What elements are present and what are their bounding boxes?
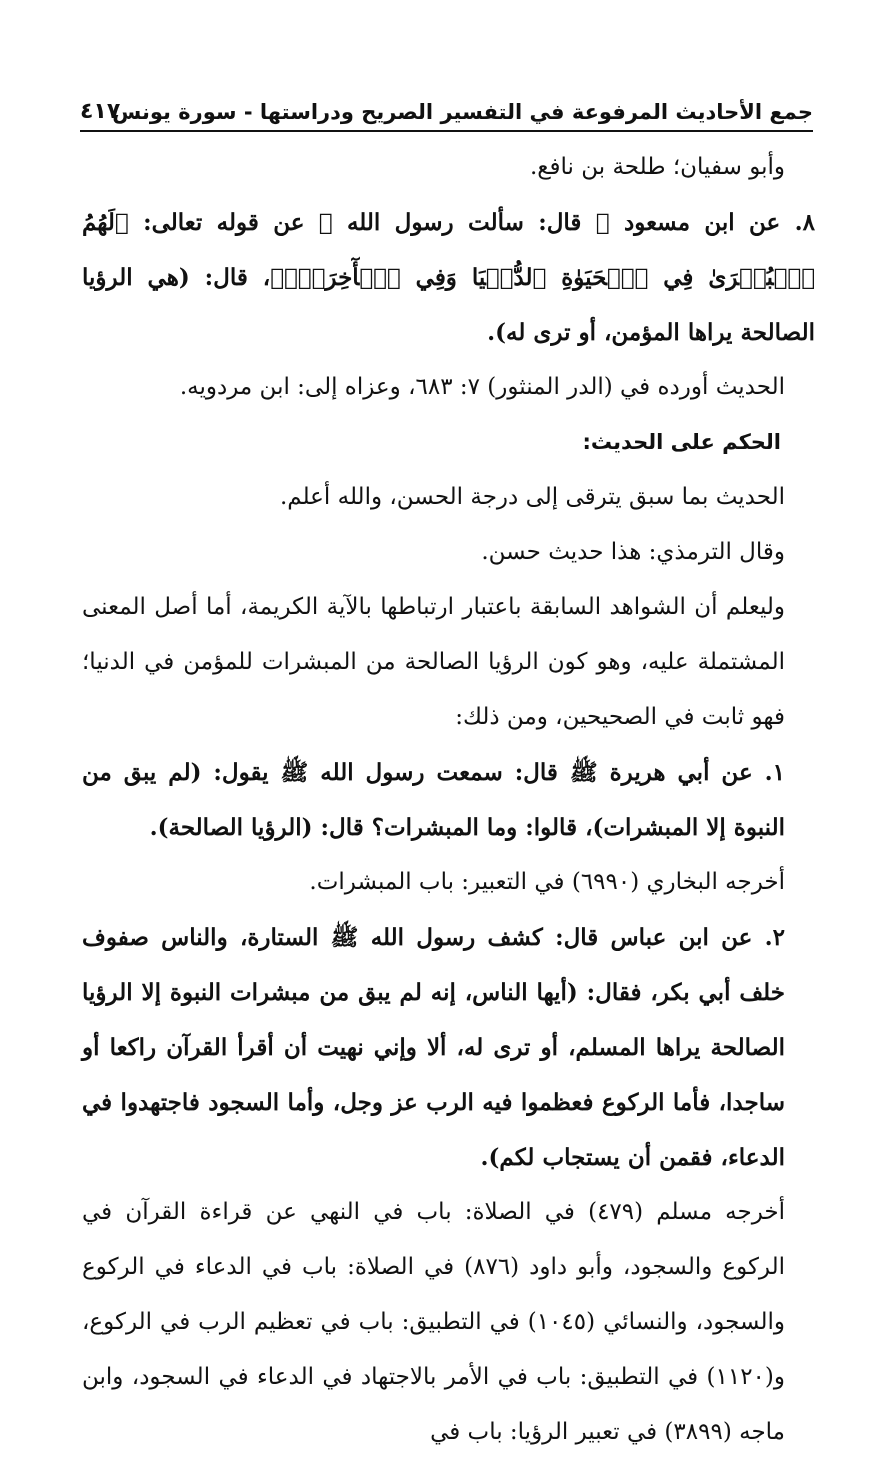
page-number: ٤١٧ [80,99,121,124]
paragraph-explanation: وليعلم أن الشواهد السابقة باعتبار ارتباطها بالآية الكريمة، أما أصل المعنى المشتملة عليه، وهو كون الرؤيا الصالحة من المبشرات للمؤمن في الدنيا؛ فهو ثابت في الصحيحين، ومن ذلك: [82,594,785,730]
source-note: الحديث أورده في (الدر المنثور) ٧: ٦٨٣، وعزاه إلى: ابن مردويه. [179,374,785,400]
paragraph-narrator: وأبو سفيان؛ طلحة بن نافع. [529,154,785,180]
bukhari-note: أخرجه البخاري (٦٩٩٠) في التعبير: باب المبشرات. [309,869,785,895]
running-header [80,96,813,132]
hadith-1: ١. عن أبي هريرة ﷺ قال: سمعت رسول الله ﷺ يقول: (لم يبق من النبوة إلا المبشرات)، قالوا: وما المبشرات؟ قال: (الرؤيا الصالحة). [82,759,785,841]
page-body [82,140,815,1460]
hadith-2: ٢. عن ابن عباس قال: كشف رسول الله ﷺ الستارة، والناس صفوف خلف أبي بكر، فقال: (أيها الناس، إنه لم يبق من مبشرات النبوة إلا الرؤيا الصالحة يراها المسلم، أو ترى له، ألا وإني نهيت أن أقرأ القرآن راكعا أو ساجدا، فأما الركوع فعظموا فيه الرب عز وجل، وأما السجود فاجتهدوا في الدعاء، فقمن أن يستجاب لكم). [82,924,785,1171]
header-title: جمع الأحاديث المرفوعة في التفسير الصريح ودراستها - سورة يونس [112,100,813,124]
section-heading: الحكم على الحديث: [582,430,781,454]
tirmidhi-note: وقال الترمذي: هذا حديث حسن. [481,539,785,565]
hadith-8: ٨. عن ابن مسعود ﷺ قال: سألت رسول الله ﷺ عن قوله تعالى: ﴿لَهُمُ ٱلۡبُشۡرَىٰ فِي ٱلۡحَيَوٰةِ ٱلدُّنۡيَا وَفِي ٱلۡأٓخِرَةِۚ﴾، قال: (هي الرؤيا الصالحة يراها المؤمن، أو ترى له). [82,209,815,346]
muslim-note: أخرجه مسلم (٤٧٩) في الصلاة: باب في النهي عن قراءة القرآن في الركوع والسجود، وأبو داود (٨٧٦) في الصلاة: باب في الدعاء في الركوع والسجود، والنسائي (١٠٤٥) في التطبيق: باب في تعظيم الرب في الركوع، و(١١٢٠) في التطبيق: باب في الأمر بالاجتهاد في الدعاء في السجود، وابن ماجه (٣٨٩٩) في تعبير الرؤيا: باب في [82,1199,786,1445]
ruling-text: الحديث بما سبق يترقى إلى درجة الحسن، والله أعلم. [279,484,785,510]
